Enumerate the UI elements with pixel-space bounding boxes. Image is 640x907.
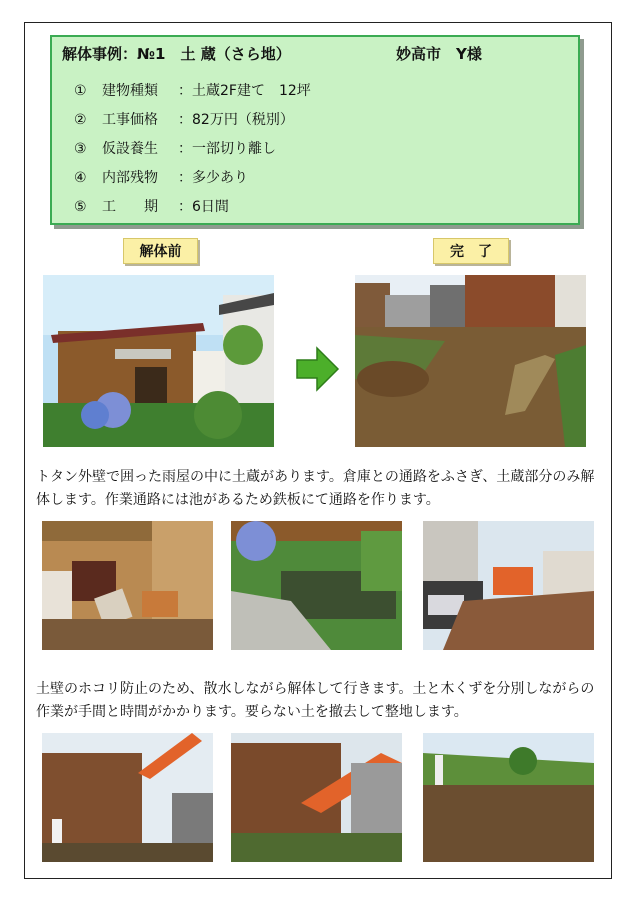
description-paragraph-1: トタン外壁で囲った雨屋の中に土蔵があります。倉庫との通路をふさぎ、土蔵部分のみ解体します。作業通路には池があるため鉄板にて通路を作ります。 (36, 469, 595, 508)
details-list (74, 81, 311, 226)
detail-value: ：6日間 (178, 199, 229, 215)
detail-label: 工 期 (102, 199, 158, 215)
detail-value: ：一部切り離し (178, 141, 276, 157)
interior-photo (42, 521, 213, 650)
arrow-right-icon (295, 346, 340, 392)
detail-number: ③ (74, 141, 87, 157)
detail-item (74, 110, 311, 139)
demolition-photo-1 (42, 733, 213, 862)
detail-item (74, 81, 311, 110)
detail-value: ：多少あり (178, 170, 248, 186)
detail-label: 建物種類 (102, 83, 158, 99)
detail-value: ：82万円（税別） (178, 112, 294, 128)
before-label: 解体前 (123, 238, 198, 264)
after-label: 完 了 (433, 238, 509, 264)
case-title: 解体事例：№1 土 蔵（さら地） (62, 45, 291, 63)
detail-item (74, 139, 311, 168)
detail-number: ⑤ (74, 199, 87, 215)
detail-item (74, 168, 311, 197)
pond-photo (231, 521, 402, 650)
detail-number: ① (74, 83, 87, 99)
detail-label: 仮設養生 (102, 141, 158, 157)
leveled-ground-photo (423, 733, 594, 862)
detail-value: ：土蔵2F建て 12坪 (178, 83, 311, 99)
detail-number: ④ (74, 170, 87, 186)
before-photo (43, 275, 274, 447)
case-summary-box (50, 35, 580, 225)
detail-label: 内部残物 (102, 170, 158, 186)
detail-item (74, 197, 311, 226)
description-paragraph-2: 土壁のホコリ防止のため、散水しながら解体して行きます。土と木くずを分別しながらの作業が手間と時間がかかります。要らない土を撤去して整地します。 (36, 681, 595, 720)
demolition-photo-2 (231, 733, 402, 862)
iron-plate-path-photo (423, 521, 594, 650)
client-name: 妙高市 Y様 (396, 45, 482, 63)
detail-number: ② (74, 112, 87, 128)
after-photo (355, 275, 586, 447)
detail-label: 工事価格 (102, 112, 158, 128)
